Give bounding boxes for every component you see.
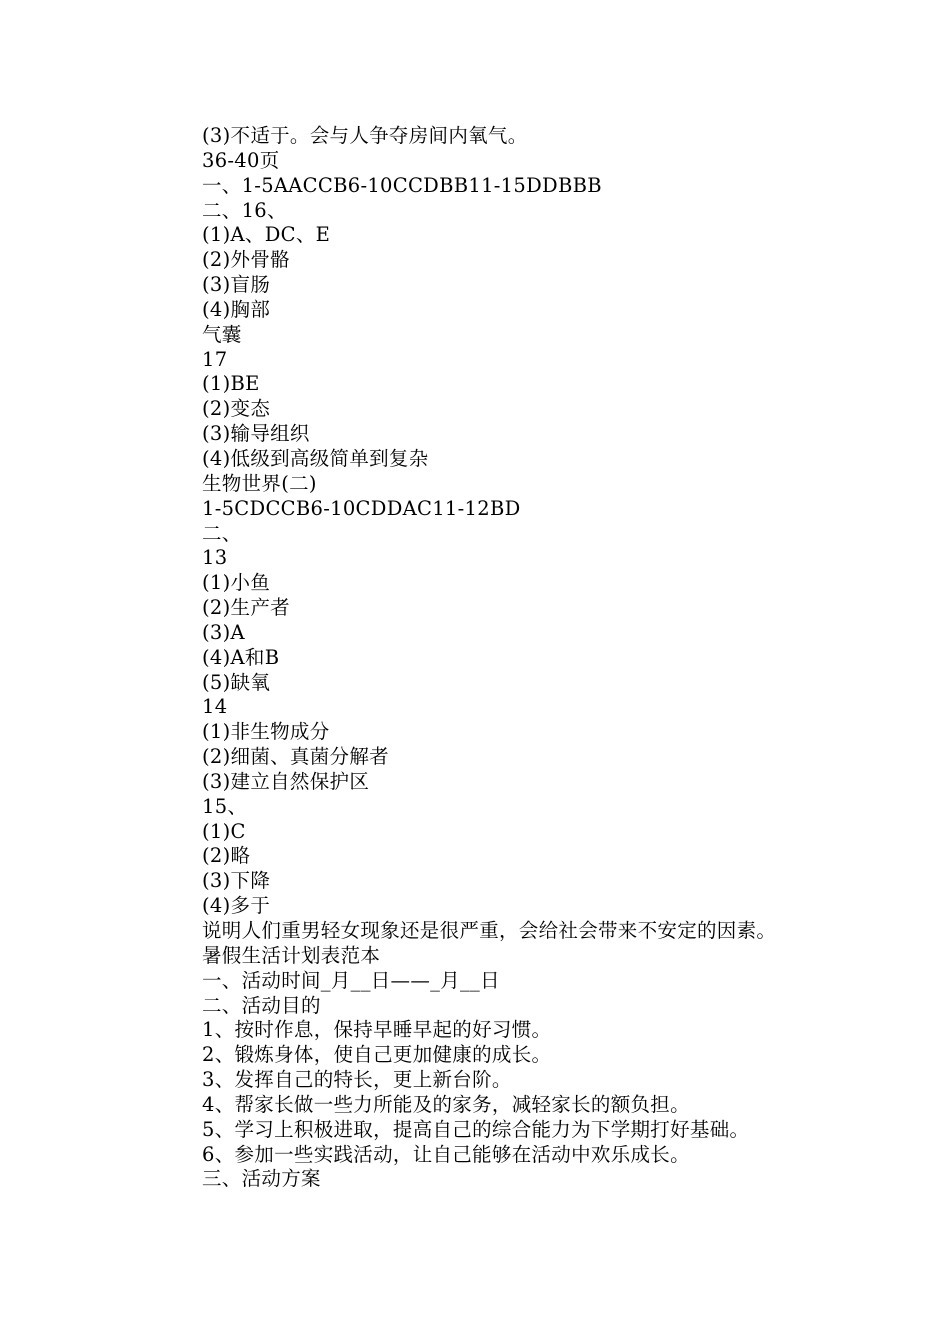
text-line: (4)胸部: [202, 297, 271, 321]
text-line: (4)多于: [202, 894, 271, 918]
text-line: (4)低级到高级简单到复杂: [202, 446, 429, 470]
text-line: 二、: [202, 521, 242, 545]
text-line: (2)细菌、真菌分解者: [202, 745, 389, 769]
list-item: 2、锻炼身体，使自己更加健康的成长。: [202, 1043, 552, 1067]
text-line: 二、16、: [202, 198, 287, 222]
document-body: [146, 124, 816, 1192]
text-line: (1)小鱼: [202, 571, 271, 595]
text-line: (2)外骨骼: [202, 248, 290, 272]
text-line: 一、1-5AACCB6-10CCDBB11-15DDBBB: [202, 173, 602, 197]
text-line: (3)A: [202, 620, 245, 644]
list-item: 6、参加一些实践活动，让自己能够在活动中欢乐成长。: [202, 1142, 690, 1166]
text-line: (2)生产者: [202, 596, 290, 620]
text-line: 三、活动方案: [202, 1167, 321, 1191]
text-line: 17: [202, 347, 228, 371]
text-line: (3)盲肠: [202, 273, 271, 297]
text-line: 生物世界(二): [202, 471, 317, 495]
text-line: 气囊: [202, 322, 242, 346]
text-line: 一、活动时间_月__日——_月__日: [202, 968, 500, 992]
section-title: 暑假生活计划表范本: [202, 943, 381, 967]
text-line: (1)非生物成分: [202, 720, 330, 744]
text-line: (3)建立自然保护区: [202, 769, 370, 793]
paragraph: 说明人们重男轻女现象还是很严重，会给社会带来不安定的因素。: [202, 919, 777, 942]
text-line: 二、活动目的: [202, 993, 321, 1017]
list-item: 3、发挥自己的特长，更上新台阶。: [202, 1068, 512, 1092]
text-line: 14: [202, 695, 228, 719]
list-item: 5、学习上积极进取，提高自己的综合能力为下学期打好基础。: [202, 1117, 750, 1141]
text-line: (3)输导组织: [202, 422, 310, 446]
text-line: (1)C: [202, 819, 246, 843]
text-line: (3)不适于。会与人争夺房间内氧气。: [202, 124, 528, 147]
text-line: (5)缺氧: [202, 670, 271, 694]
text-line: (2)变态: [202, 397, 271, 421]
text-line: (1)A、DC、E: [202, 223, 331, 247]
text-line: (1)BE: [202, 372, 260, 396]
text-line: 1-5CDCCB6-10CDDAC11-12BD: [202, 496, 521, 520]
text-line: 36-40页: [202, 148, 280, 172]
text-line: (4)A和B: [202, 645, 280, 669]
list-item: 4、帮家长做一些力所能及的家务，减轻家长的额负担。: [202, 1092, 690, 1116]
text-line: 13: [202, 546, 228, 570]
list-item: 1、按时作息，保持早睡早起的好习惯。: [202, 1018, 552, 1042]
text-line: (2)略: [202, 844, 251, 868]
text-line: 15、: [202, 794, 248, 818]
text-line: (3)下降: [202, 869, 271, 893]
